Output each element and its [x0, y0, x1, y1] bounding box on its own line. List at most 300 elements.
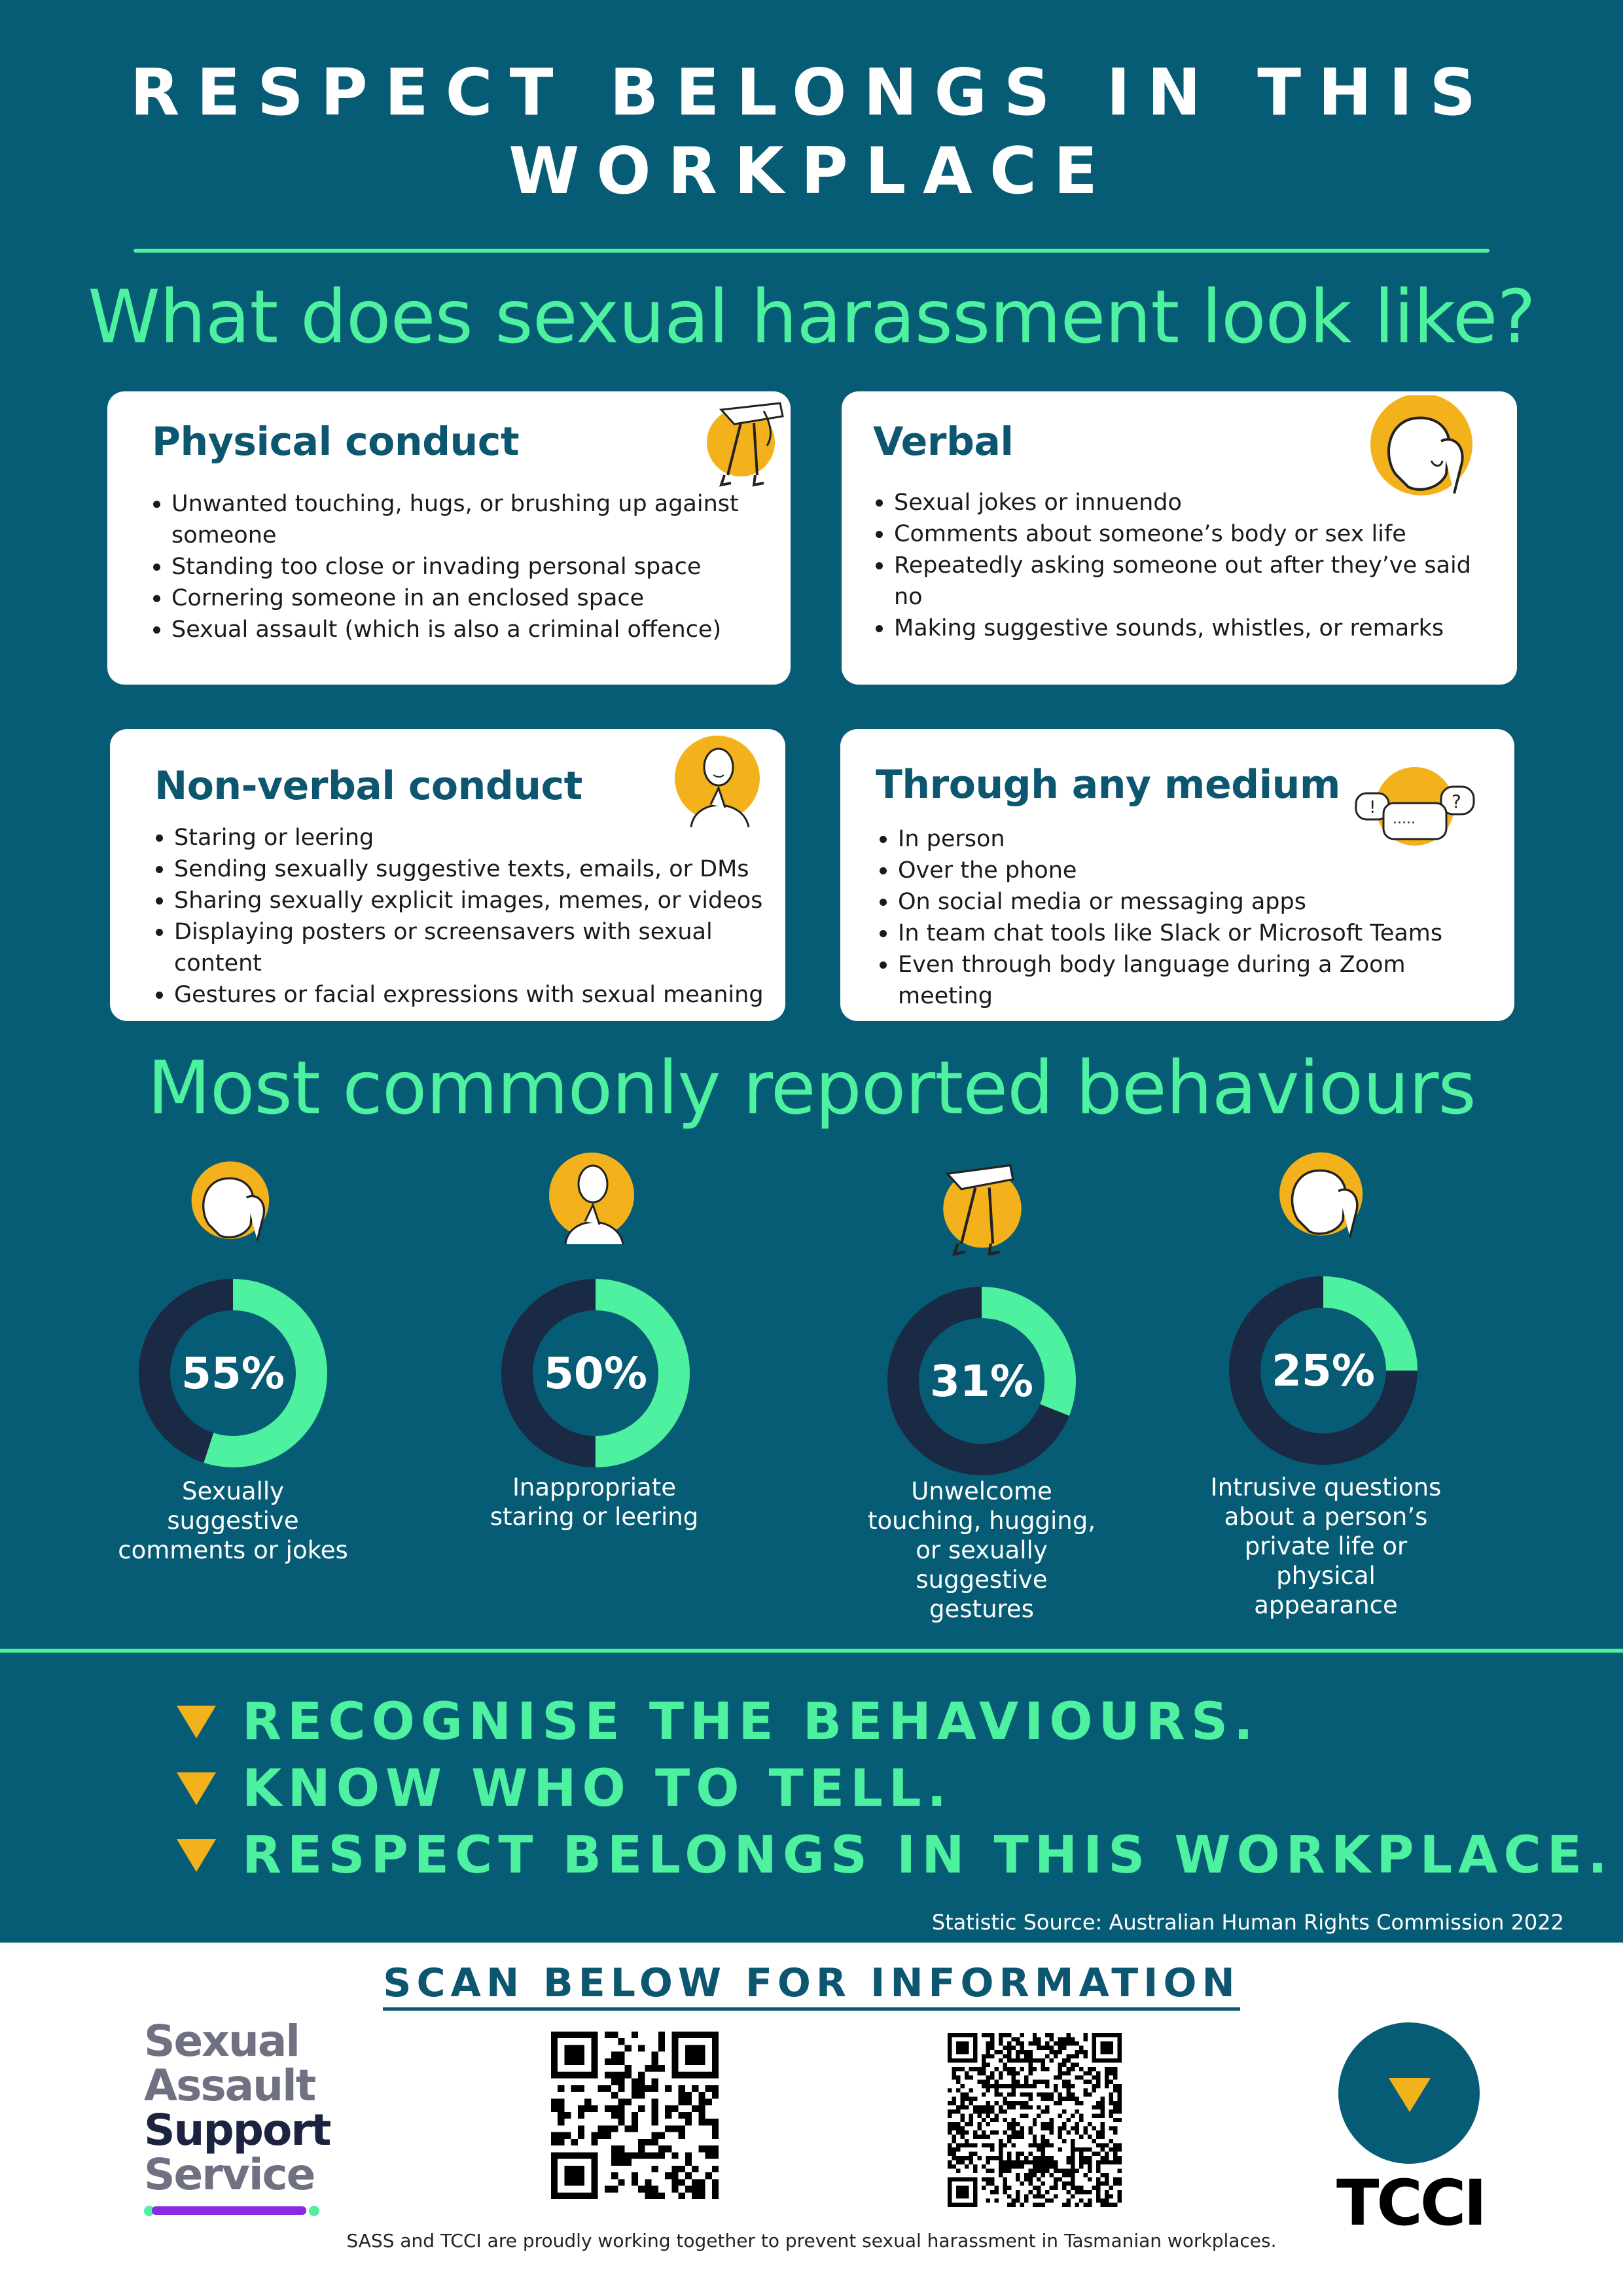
qr-module [969, 2058, 972, 2062]
qr-module [1067, 2130, 1071, 2134]
qr-module [1109, 2071, 1113, 2075]
qr-module [1054, 2054, 1058, 2058]
qr-module [692, 2032, 698, 2038]
qr-module [1033, 2135, 1037, 2139]
qr-module [679, 2092, 685, 2098]
qr-module [1045, 2041, 1049, 2045]
qr-module [1037, 2113, 1041, 2117]
qr-module [1105, 2041, 1109, 2045]
qr-module [973, 2195, 977, 2198]
qr-module [551, 2072, 558, 2078]
cta-row [177, 1755, 1613, 1822]
qr-module [1007, 2161, 1011, 2164]
qr-module [1050, 2186, 1054, 2190]
qr-module [1062, 2096, 1066, 2100]
qr-module [1079, 2152, 1083, 2156]
qr-module [1079, 2045, 1083, 2049]
qr-module [956, 2156, 960, 2160]
qr-module [705, 2152, 712, 2159]
qr-module [1007, 2195, 1011, 2198]
qr-module [1105, 2152, 1109, 2156]
qr-module [1067, 2198, 1071, 2202]
qr-module [591, 2058, 597, 2065]
qr-module [986, 2178, 990, 2181]
qr-module [986, 2088, 990, 2092]
qr-module [591, 2179, 597, 2185]
qr-module [1118, 2045, 1122, 2049]
qr-module [956, 2203, 960, 2207]
qr-module [990, 2109, 994, 2113]
qr-module [1096, 2113, 1100, 2117]
qr-module [986, 2109, 990, 2113]
qr-module [1096, 2195, 1100, 2198]
qr-module [960, 2118, 964, 2122]
qr-module [1037, 2147, 1041, 2151]
qr-module [1045, 2169, 1049, 2173]
qr-module [960, 2092, 964, 2096]
qr-module [1088, 2169, 1092, 2173]
qr-module [1045, 2096, 1049, 2100]
qr-module [1054, 2084, 1058, 2088]
qr-module [999, 2092, 1003, 2096]
qr-module [584, 2106, 591, 2112]
qr-module [1058, 2075, 1062, 2079]
qr-module [1067, 2096, 1071, 2100]
qr-module [1011, 2067, 1015, 2071]
qr-module [1071, 2092, 1075, 2096]
cta-list [177, 1689, 1613, 1889]
qr-module [1045, 2164, 1049, 2168]
qr-module [1071, 2156, 1075, 2160]
qr-module [698, 2045, 705, 2051]
qr-module [679, 2125, 685, 2132]
qr-module [1096, 2084, 1100, 2088]
qr-module [1058, 2147, 1062, 2151]
qr-module [960, 2130, 964, 2134]
qr-module [712, 2092, 719, 2098]
qr-module [1045, 2161, 1049, 2164]
qr-module [611, 2092, 618, 2098]
qr-module [1067, 2071, 1071, 2075]
medium-list [877, 823, 1505, 1012]
qr-module [679, 2085, 685, 2092]
qr-module [960, 2178, 964, 2181]
qr-module [1024, 2113, 1028, 2117]
qr-module [1016, 2054, 1020, 2058]
qr-module [952, 2135, 955, 2139]
qr-module [671, 2038, 678, 2045]
qr-code-icon[interactable] [551, 2032, 719, 2202]
qr-module [973, 2178, 977, 2181]
qr-module [948, 2152, 952, 2156]
qr-module [999, 2173, 1003, 2177]
qr-module [1079, 2147, 1083, 2151]
qr-module [1020, 2033, 1024, 2037]
qr-module [712, 2038, 719, 2045]
qr-module [956, 2045, 960, 2049]
qr-module [1088, 2135, 1092, 2139]
qr-module [551, 2058, 558, 2065]
qr-module [618, 2119, 624, 2125]
qr-module [1105, 2178, 1109, 2181]
qr-module [1024, 2058, 1028, 2062]
qr-module [960, 2135, 964, 2139]
qr-module [1037, 2186, 1041, 2190]
qr-module [1105, 2045, 1109, 2049]
qr-module [679, 2098, 685, 2105]
qr-module [1079, 2190, 1083, 2194]
qr-module [1016, 2130, 1020, 2134]
qr-module [1118, 2084, 1122, 2088]
qr-module [618, 2098, 624, 2105]
qr-module [1075, 2169, 1079, 2173]
qr-module [990, 2045, 994, 2049]
qr-module [982, 2118, 986, 2122]
qr-module [948, 2195, 952, 2198]
qr-module [1028, 2071, 1032, 2075]
qr-module [638, 2079, 645, 2085]
qr-module [1105, 2198, 1109, 2202]
qr-module [969, 2161, 972, 2164]
qr-module [1003, 2084, 1007, 2088]
qr-module [1041, 2164, 1045, 2168]
qr-module [1016, 2195, 1020, 2198]
qr-module [618, 2079, 624, 2085]
qr-module [948, 2109, 952, 2113]
qr-module [698, 2193, 705, 2199]
qr-module [1033, 2195, 1037, 2198]
qr-module [1084, 2190, 1088, 2194]
qr-module [1105, 2173, 1109, 2177]
qr-module [1041, 2195, 1045, 2198]
qr-module [551, 2166, 558, 2172]
qr-module [948, 2126, 952, 2130]
qr-module [1105, 2058, 1109, 2062]
qr-module [1067, 2079, 1071, 2083]
qr-module [1113, 2126, 1117, 2130]
qr-module [1075, 2203, 1079, 2207]
qr-module [632, 2032, 638, 2038]
qr-module [1007, 2164, 1011, 2168]
qr-module [956, 2161, 960, 2164]
qr-module [1113, 2084, 1117, 2088]
qr-module [698, 2098, 705, 2105]
qr-module [1101, 2126, 1105, 2130]
qr-module [1092, 2041, 1096, 2045]
qr-module [986, 2101, 990, 2105]
qr-module [1024, 2050, 1028, 2054]
qr-module [1118, 2190, 1122, 2194]
qr-module [1092, 2033, 1096, 2037]
qr-module [994, 2130, 998, 2134]
qr-module [1101, 2203, 1105, 2207]
qr-module [990, 2178, 994, 2181]
qr-module [1101, 2050, 1105, 2054]
qr-module [1109, 2101, 1113, 2105]
qr-module [1101, 2198, 1105, 2202]
qr-module [1024, 2161, 1028, 2164]
qr-module [1028, 2062, 1032, 2066]
qr-module [564, 2052, 571, 2058]
qr-module [948, 2178, 952, 2181]
qr-module [705, 2119, 712, 2125]
qr-module [965, 2203, 969, 2207]
qr-module [558, 2085, 564, 2092]
qr-module [1096, 2071, 1100, 2075]
qr-module [685, 2045, 692, 2051]
qr-module [665, 2172, 671, 2179]
list-item: Cornering someone in an enclosed space [151, 583, 779, 614]
qr-module [1020, 2101, 1024, 2105]
divider-middle [0, 1649, 1623, 1653]
qr-module [1088, 2178, 1092, 2181]
qr-module [1028, 2144, 1032, 2147]
qr-module [969, 2067, 972, 2071]
qr-module [1028, 2130, 1032, 2134]
qr-module [605, 2085, 611, 2092]
qr-module [1011, 2058, 1015, 2062]
qr-module [982, 2067, 986, 2071]
qr-module [969, 2203, 972, 2207]
qr-module [1003, 2169, 1007, 2173]
qr-module [1092, 2139, 1096, 2143]
qr-module [1067, 2041, 1071, 2045]
tcci-logo-text: TCCI [1336, 2166, 1485, 2240]
qr-module [652, 2132, 658, 2139]
qr-module [1096, 2152, 1100, 2156]
qr-module [1028, 2041, 1032, 2045]
qr-module [618, 2112, 624, 2119]
qr-module [1024, 2084, 1028, 2088]
qr-module [578, 2106, 584, 2112]
qr-module [1071, 2178, 1075, 2181]
qr-module [685, 2098, 692, 2105]
qr-module [698, 2092, 705, 2098]
qr-module [558, 2119, 564, 2125]
qr-module [1054, 2050, 1058, 2054]
qr-module [1118, 2181, 1122, 2185]
qr-module [1079, 2067, 1083, 2071]
qr-module [1003, 2118, 1007, 2122]
qr-module [665, 2112, 671, 2119]
qr-module [999, 2105, 1003, 2109]
qr-module [571, 2172, 578, 2179]
qr-module [1071, 2161, 1075, 2164]
qr-module [1109, 2161, 1113, 2164]
qr-module [685, 2112, 692, 2119]
qr-module [1033, 2164, 1037, 2168]
qr-module [1088, 2067, 1092, 2071]
qr-module [952, 2164, 955, 2168]
qr-module [1105, 2181, 1109, 2185]
qr-module [1041, 2173, 1045, 2177]
qr-module [1020, 2135, 1024, 2139]
qr-module [999, 2147, 1003, 2151]
qr-module [965, 2058, 969, 2062]
qr-module [1092, 2105, 1096, 2109]
qr-module [1033, 2144, 1037, 2147]
qr-module [948, 2161, 952, 2164]
qr-module [1071, 2096, 1075, 2100]
cta-text: RESPECT BELONGS IN THIS WORKPLACE. [242, 1826, 1613, 1885]
qr-module [1118, 2041, 1122, 2045]
qr-module [1045, 2054, 1049, 2058]
qr-module [671, 2072, 678, 2078]
qr-module [692, 2186, 698, 2193]
qr-module [1003, 2054, 1007, 2058]
qr-module [1045, 2139, 1049, 2143]
qr-module [578, 2072, 584, 2078]
qr-module [1105, 2050, 1109, 2054]
qr-module [956, 2088, 960, 2092]
qr-module [1088, 2079, 1092, 2083]
qr-module [1088, 2092, 1092, 2096]
qr-module [1020, 2203, 1024, 2207]
qr-module [712, 2052, 719, 2058]
heading-what-is: What does sexual harassment look like? [88, 275, 1535, 360]
qr-module [1109, 2113, 1113, 2117]
qr-module [1003, 2186, 1007, 2190]
qr-module [551, 2193, 558, 2199]
qr-module [973, 2169, 977, 2173]
qr-module [632, 2179, 638, 2185]
qr-module [605, 2072, 611, 2078]
qr-module [692, 2106, 698, 2112]
qr-module [1058, 2067, 1062, 2071]
qr-module [1062, 2169, 1066, 2173]
verbal-list [873, 487, 1501, 644]
qr-module [1067, 2054, 1071, 2058]
qr-module [705, 2072, 712, 2078]
qr-module [1007, 2045, 1011, 2049]
qr-module [1007, 2071, 1011, 2075]
qr-module [1067, 2037, 1071, 2041]
qr-module [986, 2181, 990, 2185]
qr-module [611, 2058, 618, 2065]
qr-module [956, 2195, 960, 2198]
qr-module [965, 2144, 969, 2147]
qr-module [671, 2045, 678, 2051]
qr-module [952, 2156, 955, 2160]
qr-module [1041, 2169, 1045, 2173]
list-item: Repeatedly asking someone out after they’ve said no [873, 550, 1501, 613]
qr-module [1054, 2075, 1058, 2079]
qr-module [973, 2181, 977, 2185]
qr-module [948, 2041, 952, 2045]
qr-module [1071, 2152, 1075, 2156]
qr-module [1075, 2130, 1079, 2134]
qr-module [692, 2193, 698, 2199]
qr-module [973, 2130, 977, 2134]
qr-module [679, 2112, 685, 2119]
qr-module [1041, 2156, 1045, 2160]
qr-module [671, 2179, 678, 2185]
qr-module [1050, 2164, 1054, 2168]
qr-module [1109, 2139, 1113, 2143]
qr-module [999, 2156, 1003, 2160]
qr-module [1096, 2135, 1100, 2139]
qr-module [1071, 2173, 1075, 2177]
qr-module [671, 2172, 678, 2179]
qr-module [712, 2145, 719, 2152]
qr-module [712, 2119, 719, 2125]
cta-text: KNOW WHO TO TELL. [242, 1759, 953, 1818]
qr-module [986, 2135, 990, 2139]
qr-module [632, 2092, 638, 2098]
list-item: Sharing sexually explicit images, memes, or videos [153, 885, 781, 916]
qr-module [564, 2032, 571, 2038]
qr-module [990, 2190, 994, 2194]
qr-module [986, 2161, 990, 2164]
qr-module [1033, 2037, 1037, 2041]
qr-module [591, 2159, 597, 2166]
qr-module [960, 2126, 964, 2130]
qr-module [1007, 2139, 1011, 2143]
qr-module [584, 2032, 591, 2038]
qr-module [1113, 2075, 1117, 2079]
qr-module [956, 2058, 960, 2062]
qr-module [952, 2152, 955, 2156]
qr-module [977, 2105, 981, 2109]
qr-module [990, 2105, 994, 2109]
qr-module [973, 2164, 977, 2168]
qr-module [1118, 2198, 1122, 2202]
qr-module [1084, 2037, 1088, 2041]
qr-module [605, 2186, 611, 2193]
qr-module [1011, 2105, 1015, 2109]
qr-module [558, 2193, 564, 2199]
qr-module [969, 2088, 972, 2092]
list-item: Displaying posters or screensavers with sexual content [153, 916, 781, 979]
qr-module [960, 2067, 964, 2071]
qr-module [965, 2164, 969, 2168]
qr-module [1041, 2062, 1045, 2066]
qr-module [1011, 2161, 1015, 2164]
qr-module [1033, 2156, 1037, 2160]
sass-logo-line: Service [144, 2149, 315, 2200]
qr-module [1062, 2139, 1066, 2143]
list-item: Gestures or facial expressions with sexual meaning [153, 979, 781, 1011]
qr-module [1118, 2101, 1122, 2105]
qr-module [652, 2119, 658, 2125]
qr-module [551, 2052, 558, 2058]
qr-module [1041, 2203, 1045, 2207]
qr-module [960, 2186, 964, 2190]
qr-module [956, 2041, 960, 2045]
qr-module [671, 2052, 678, 2058]
qr-module [1109, 2096, 1113, 2100]
qr-module [1092, 2152, 1096, 2156]
qr-module [952, 2178, 955, 2181]
qr-module [1037, 2161, 1041, 2164]
qr-module [969, 2033, 972, 2037]
qr-module [1109, 2092, 1113, 2096]
qr-module [591, 2065, 597, 2072]
qr-module [1113, 2203, 1117, 2207]
qr-module [1041, 2139, 1045, 2143]
qr-module [999, 2071, 1003, 2075]
qr-module [1113, 2101, 1117, 2105]
qr-module [1118, 2096, 1122, 2100]
qr-module [999, 2075, 1003, 2079]
qr-module [645, 2139, 651, 2145]
qr-module [1033, 2084, 1037, 2088]
qr-module [1062, 2181, 1066, 2185]
qr-module [618, 2038, 624, 2045]
qr-module [1050, 2058, 1054, 2062]
qr-code-icon[interactable] [948, 2033, 1122, 2210]
qr-module [965, 2071, 969, 2075]
